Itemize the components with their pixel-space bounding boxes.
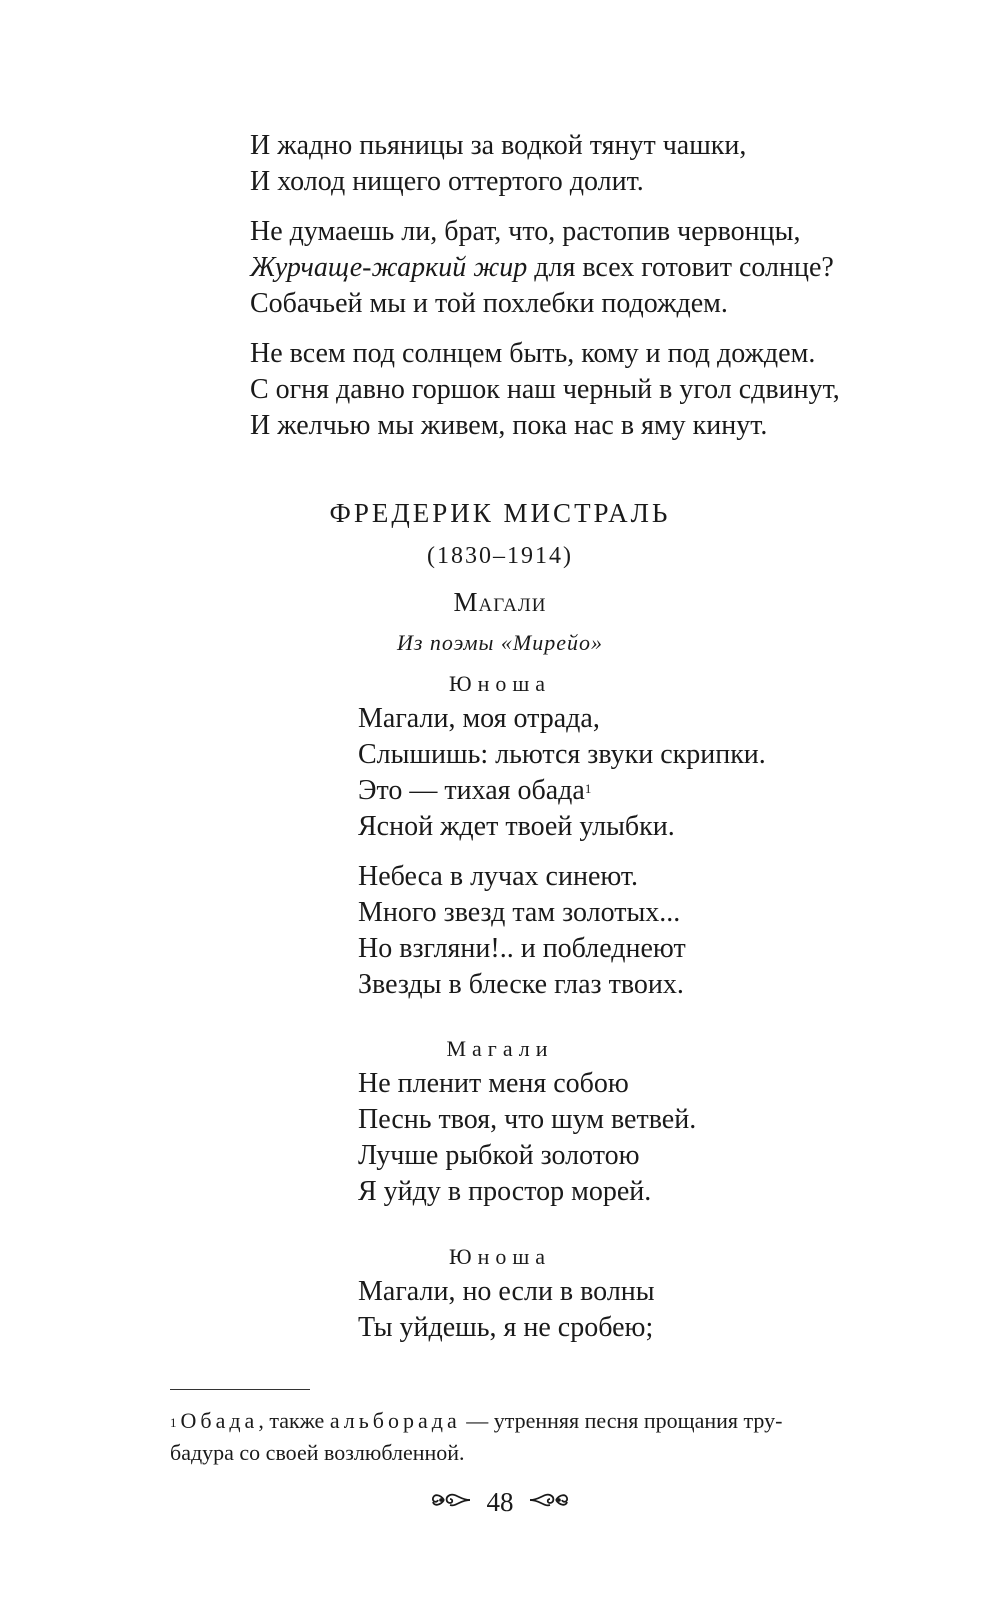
verse-line: Не всем под солнцем быть, кому и под дождем. (250, 338, 816, 369)
page-number: 48 (486, 1487, 514, 1518)
verse-line: Магали, моя отрада, (358, 703, 600, 734)
footnote (170, 1405, 910, 1469)
verse-line: Слышишь: льются звуки скрипки. (358, 739, 766, 770)
verse-line-rest: для всех готовит солнце? (527, 252, 834, 283)
verse-line: Но взгляни!.. и побледнеют (358, 933, 686, 964)
footnote-text: , также (258, 1408, 330, 1433)
verse-line: Собачьей мы и той похлебки подождем. (250, 288, 728, 319)
verse-line: Много звезд там золотых... (358, 897, 681, 928)
author-dates: (1830–1914) (427, 543, 573, 569)
flourish-left-icon (430, 1487, 472, 1518)
speaker-label: Магали (446, 1036, 554, 1061)
verse-line: Не пленит меня собою (358, 1068, 629, 1099)
speaker-label: Юноша (448, 1244, 552, 1269)
verse-line: Ясной ждет твоей улыбки. (358, 811, 675, 842)
verse-line-with-footnote (358, 774, 591, 808)
verse-line: Ты уйдешь, я не сробею; (358, 1312, 654, 1343)
verse-line: Звезды в блеске глаз твоих. (358, 969, 684, 1000)
verse-line: И холод нищего оттертого долит. (250, 166, 644, 197)
verse-line: И жадно пьяницы за водкой тянут чашки, (250, 130, 747, 161)
footnote-term: Обада (180, 1408, 259, 1433)
verse-line: Я уйду в простор морей. (358, 1176, 652, 1207)
page-number-block (0, 1485, 1000, 1518)
verse-line: Не думаешь ли, брат, что, растопив червонцы, (250, 216, 801, 247)
poem-title: Магали (453, 587, 547, 617)
speaker-label: Юноша (448, 671, 552, 696)
verse-text: Это — тихая обада (358, 775, 585, 806)
footnote-term: альборада (329, 1408, 461, 1433)
verse-line: Магали, но если в волны (358, 1276, 655, 1307)
author-heading: ФРЕДЕРИК МИСТРАЛЬ (329, 498, 671, 528)
footnote-line: бадура со своей возлюбленной. (170, 1440, 465, 1465)
verse-line: С огня давно горшок наш черный в угол сдвинут, (250, 374, 840, 405)
verse-line-italic (250, 251, 834, 285)
verse-line: Лучше рыбкой золотою (358, 1140, 640, 1171)
footnote-divider (170, 1389, 310, 1390)
footnote-text: — утренняя песня прощания тру- (460, 1408, 783, 1433)
footnote-number: 1 (170, 1415, 177, 1430)
verse-line: И желчью мы живем, пока нас в яму кинут. (250, 410, 768, 441)
footnote-line (170, 1405, 910, 1437)
flourish-right-icon (528, 1487, 570, 1518)
poem-subtitle: Из поэмы «Мирейо» (396, 630, 604, 655)
italic-phrase: Журчаще-жаркий жир (250, 252, 528, 283)
verse-line: Песнь твоя, что шум ветвей. (358, 1104, 697, 1135)
verse-line: Небеса в лучах синеют. (358, 861, 639, 892)
footnote-mark: 1 (584, 781, 592, 796)
